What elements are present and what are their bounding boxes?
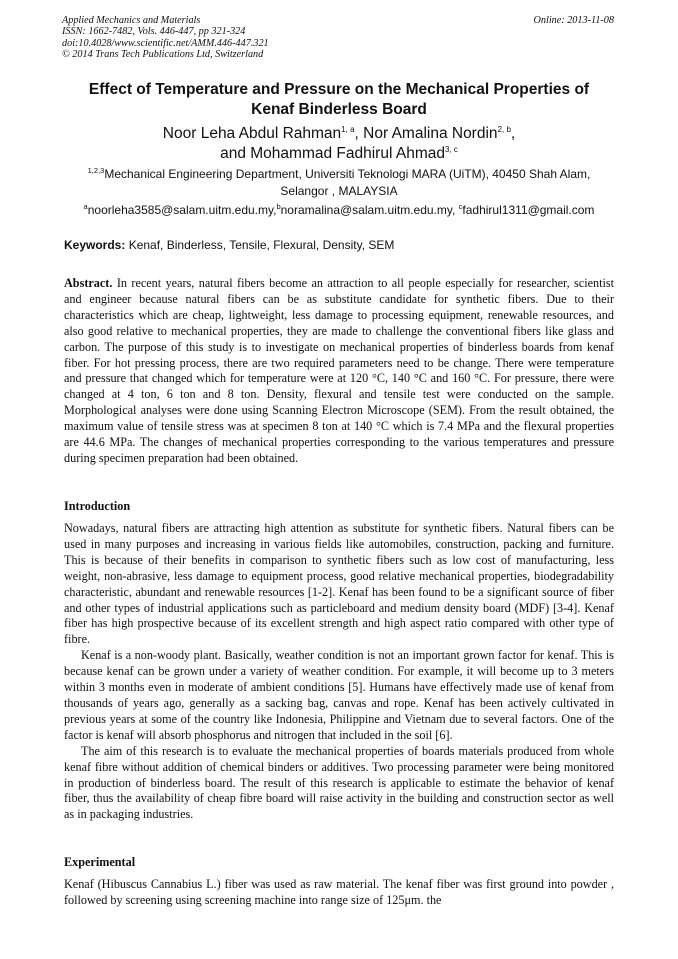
journal-name: Applied Mechanics and Materials bbox=[62, 15, 201, 26]
email-link[interactable]: noorleha3585@salam.uitm.edu.my, bbox=[87, 203, 277, 217]
author-separator: , bbox=[354, 125, 364, 142]
author-name: Nor Amalina Nordin bbox=[363, 125, 498, 142]
email-mark: b bbox=[276, 202, 281, 211]
journal-doi: doi:10.4028/www.scientific.net/AMM.446-447.321 bbox=[62, 37, 269, 49]
author-affiliation-mark: 1, a bbox=[341, 125, 355, 134]
author-emails bbox=[64, 203, 614, 218]
email-link[interactable]: noramalina@salam.uitm.edu.my, bbox=[280, 203, 459, 217]
introduction-paragraph-2: Kenaf is a non-woody plant. Basically, weather condition is not an important grown factor for kenaf. This is because kenaf can be grown under a variety of weather condition. For example, it will become up to 3 meters within 3 months even in moderate of ambient conditions [5]. Humans have effectively made use of kenaf from thousands of years ago, generally as a sacking bag, canvas and rope. Kenaf has been actively cultivated in previous years at some of the country like Indonesia, Philippine and Vietnam due to several factors. One of the factor is kenaf will absorb phosphorus and nitrogen that included in the soil [6]. bbox=[64, 648, 614, 742]
keywords-text: Kenaf, Binderless, Tensile, Flexural, Density, SEM bbox=[125, 238, 395, 252]
abstract-paragraph bbox=[64, 276, 614, 467]
introduction-paragraph-3: The aim of this research is to evaluate the mechanical properties of boards materials produced from whole kenaf fibre without addition of chemical binders or additives. Two processing parameter were being monitored in production of binderless board. The result of this research is applicable to estimate the behavior of kenaf fiber, thus the availability of cheap fibre board will raise activity in the building and construction sector as well as in packaging industries. bbox=[64, 743, 614, 822]
online-date: Online: 2013-11-08 bbox=[533, 15, 614, 26]
keywords bbox=[64, 238, 614, 253]
abstract-text: In recent years, natural fibers become an attraction to all people especially for researcher, scientist and engineer because natural fibers can be as substitute candidate for synthetic fibers. Due to their characteristics which are cheap, lightweight, less damage to processing equipment, renewable resources, and also good relative to mechanical properties, they are made to challenge the conventional fibers like glass and carbon. The purpose of this study is to investigate on mechanical properties of binderless boards from kenaf fiber. For hot pressing process, there are two required parameters need to be change. There were temperature and pressure that changed which for temperature were at 120 °C, 140 °C and 160 °C. For pressure, there were changed at 4 ton, 6 ton and 8 ton. Density, flexural and tensile test were conducted on the sample. Morphological analyses were done using Scanning Electron Microscope (SEM). From the result obtained, the maximum value of tensile stress was at specimen 8 ton at 140 °C which is 7.4 MPa and the flexural properties are 44.6 MPa. The changes of mechanical properties corresponding to the various temperatures and pressure during specimen preparation had been obtained. bbox=[64, 276, 614, 465]
email-link[interactable]: fadhirul1311@gmail.com bbox=[462, 203, 595, 217]
paper-title-line-1: Effect of Temperature and Pressure on the Mechanical Properties of bbox=[88, 81, 590, 98]
paper-title bbox=[64, 80, 614, 119]
author-name: Noor Leha Abdul Rahman bbox=[162, 125, 342, 142]
keywords-label: Keywords: bbox=[64, 238, 126, 252]
affiliation-text: Mechanical Engineering Department, Universiti Teknologi MARA (UiTM), 40450 Shah Alam, bbox=[104, 167, 591, 181]
affiliation-line-2: Selangor , MALAYSIA bbox=[280, 184, 398, 198]
affiliation bbox=[64, 166, 614, 200]
introduction-paragraph-1: Nowadays, natural fibers are attracting high attention as substitute for synthetic fibers. Natural fibers can be used in many purposes and increasing in various fields like automobiles, construction, packing and furniture. This is because of their benefits in comparison to synthetic fibers such as low cost of manufacturing, less weight, non-abrasive, less damage to equipment process, good relative mechanical properties, biodegradability characteristic, abundant and renewable resources [1-2]. Kenaf has been found to be a significant source of fiber and other types of industrial applications such as particleboard and medium density board (MDF) [3-4]. Kenaf fiber has high prospective because of its excellent strength and high aspect ratio compared with other type of fibre. bbox=[64, 521, 614, 647]
experimental-body bbox=[64, 877, 614, 909]
paper-title-line-2: Kenaf Binderless Board bbox=[251, 100, 427, 118]
affiliation-mark: 1,2,3 bbox=[87, 166, 105, 175]
author-affiliation-mark: 3, c bbox=[444, 144, 458, 154]
author-name: Mohammad Fadhirul Ahmad bbox=[250, 144, 445, 162]
author-list bbox=[64, 124, 614, 163]
email-mark: c bbox=[458, 202, 463, 211]
email-mark: a bbox=[83, 202, 88, 211]
journal-issn: ISSN: 1662-7482, Vols. 446-447, pp 321-324 bbox=[62, 26, 246, 38]
abstract bbox=[64, 276, 614, 467]
author-line-1 bbox=[64, 124, 614, 144]
introduction-heading: Introduction bbox=[64, 499, 131, 513]
journal-copyright: © 2014 Trans Tech Publications Ltd, Switzerland bbox=[62, 48, 264, 60]
experimental-paragraph-1: Kenaf (Hibuscus Cannabius L.) fiber was used as raw material. The kenaf fiber was first ground into powder , followed by screening using screening machine into range size of 125μm. the bbox=[64, 877, 614, 907]
affiliation-line-1 bbox=[64, 166, 614, 183]
author-affiliation-mark: 2, b bbox=[497, 125, 511, 134]
abstract-label: Abstract. bbox=[64, 276, 113, 290]
author-separator: , bbox=[510, 125, 516, 142]
author-conjunction: and bbox=[220, 144, 251, 162]
journal-header bbox=[62, 15, 614, 60]
experimental-heading: Experimental bbox=[64, 855, 136, 869]
journal-info bbox=[62, 15, 269, 60]
author-line-2 bbox=[64, 144, 614, 164]
introduction-body bbox=[64, 521, 614, 823]
